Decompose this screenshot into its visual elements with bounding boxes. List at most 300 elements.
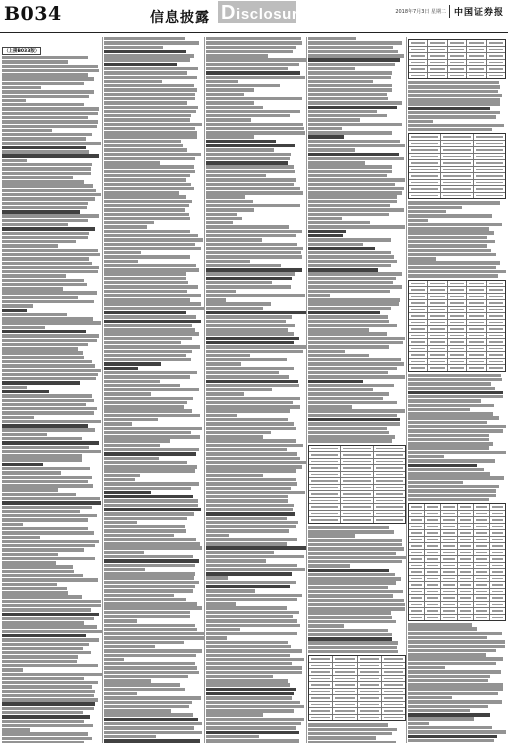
page-content (2, 37, 506, 745)
table-cell (428, 40, 447, 46)
text-line (308, 234, 343, 237)
text-line (104, 709, 171, 712)
text-line (206, 636, 227, 639)
table-cell (341, 504, 373, 510)
text-line (104, 58, 190, 61)
table-cell (341, 472, 373, 478)
table-cell (409, 60, 428, 66)
table-cell (374, 504, 405, 510)
column-2 (104, 37, 205, 743)
text-line (308, 264, 391, 267)
text-line (104, 504, 198, 507)
text-line (206, 555, 304, 558)
table-cell (428, 333, 447, 339)
text-line (308, 54, 404, 57)
table-cell (487, 365, 505, 371)
text-line (104, 452, 196, 455)
text-line (2, 741, 84, 743)
text-line (206, 427, 296, 430)
text-line (104, 542, 200, 545)
text-line (104, 487, 191, 490)
text-line (308, 84, 392, 87)
text-line (206, 230, 302, 233)
text-line (104, 290, 187, 293)
text-line (104, 153, 201, 156)
table-cell (358, 663, 382, 669)
table-cell (409, 346, 428, 352)
text-line (206, 581, 296, 584)
table-cell (409, 550, 425, 556)
text-line (104, 337, 192, 340)
table-cell (458, 537, 474, 543)
table-cell (409, 517, 425, 523)
text-line (206, 358, 287, 361)
text-line (308, 547, 404, 550)
text-line (308, 161, 365, 164)
table-cell (428, 53, 447, 59)
table-cell (441, 511, 457, 517)
text-line (408, 434, 489, 437)
text-line (104, 380, 160, 383)
text-line (408, 438, 489, 441)
text-line (408, 214, 492, 217)
table-cell (474, 576, 490, 582)
text-line (308, 573, 395, 576)
table-cell (409, 320, 428, 326)
text-line (308, 140, 400, 143)
page-header (0, 0, 508, 33)
text-line (308, 650, 398, 653)
text-line (2, 394, 92, 397)
text-line (2, 604, 101, 607)
text-line (206, 144, 295, 147)
text-line (2, 660, 77, 663)
table-cell (448, 60, 467, 66)
text-line (308, 213, 389, 216)
table-cell (425, 563, 441, 569)
text-line (104, 478, 135, 481)
text-line (104, 84, 194, 87)
text-line (104, 405, 184, 408)
text-line (206, 110, 300, 113)
text-line (2, 270, 98, 273)
text-line (104, 174, 190, 177)
text-line (104, 525, 185, 528)
text-line (308, 106, 397, 109)
text-line (206, 354, 250, 357)
table-cell (487, 307, 505, 313)
table-cell (474, 530, 490, 536)
text-line (408, 253, 496, 256)
text-line (206, 71, 300, 74)
text-line (308, 324, 397, 327)
table-cell (441, 186, 473, 192)
text-line (104, 285, 198, 288)
text-line (308, 101, 402, 104)
table-cell (309, 504, 341, 510)
text-line (206, 251, 301, 254)
table-cell (425, 615, 441, 621)
text-line (104, 546, 202, 549)
continued-marker: （上接B033版） (4, 49, 40, 54)
table-cell (448, 365, 467, 371)
text-line (206, 731, 299, 734)
text-line (206, 658, 304, 661)
text-line (308, 46, 393, 49)
text-line (104, 200, 192, 203)
text-line (2, 565, 73, 568)
text-line (206, 675, 273, 678)
text-line (308, 144, 405, 147)
text-line (206, 461, 306, 464)
text-line (104, 140, 181, 143)
text-line (2, 125, 97, 128)
text-line (206, 602, 236, 605)
text-line (206, 696, 292, 699)
text-line (2, 527, 88, 530)
table-cell (409, 576, 425, 582)
text-line (104, 675, 188, 678)
text-line (104, 315, 196, 318)
text-line (2, 476, 92, 479)
text-line (104, 328, 195, 331)
text-line (206, 264, 281, 267)
table-cell (341, 491, 373, 497)
table-cell (467, 307, 486, 313)
text-line (408, 739, 494, 742)
text-line (206, 174, 266, 177)
text-line (2, 56, 88, 59)
text-line (2, 523, 23, 526)
table-cell (428, 359, 447, 365)
text-line (206, 457, 300, 460)
text-line (206, 444, 303, 447)
table-cell (428, 294, 447, 300)
text-line (104, 294, 201, 297)
text-line (2, 262, 92, 265)
text-line (2, 737, 92, 740)
text-line (408, 201, 500, 204)
table-cell (474, 556, 490, 562)
text-line (2, 317, 93, 320)
text-line (2, 484, 93, 487)
text-line (308, 552, 396, 555)
text-line (308, 401, 397, 404)
table-cell (409, 313, 428, 319)
table-cell (490, 608, 505, 614)
table-cell (441, 524, 457, 530)
text-line (408, 709, 470, 712)
text-line (206, 705, 304, 708)
text-line (206, 281, 272, 284)
text-line (206, 585, 290, 588)
table-cell (309, 452, 341, 458)
table-cell (333, 689, 357, 695)
table-cell (358, 702, 382, 708)
text-line (408, 692, 498, 695)
text-line (206, 576, 228, 579)
text-line (408, 210, 446, 213)
text-line (308, 723, 388, 726)
text-line (206, 491, 305, 494)
text-line (104, 101, 187, 104)
table-cell (425, 569, 441, 575)
table-cell (441, 589, 457, 595)
text-line (104, 388, 199, 391)
text-line (2, 150, 89, 153)
text-line (2, 544, 95, 547)
text-line (206, 311, 306, 314)
table-cell (467, 60, 486, 66)
table-cell (409, 141, 441, 147)
text-line (2, 343, 88, 346)
text-line (206, 482, 297, 485)
text-line (206, 225, 289, 228)
text-line (2, 296, 78, 299)
text-line (206, 671, 302, 674)
text-line (408, 494, 496, 497)
table-cell (458, 504, 474, 510)
table-cell (409, 300, 428, 306)
table-cell (441, 173, 473, 179)
text-line (308, 63, 395, 66)
text-line (408, 696, 452, 699)
table-row (409, 615, 505, 621)
text-line (408, 425, 506, 428)
table-cell (428, 352, 447, 358)
text-line (408, 408, 470, 411)
text-line (206, 495, 288, 498)
text-line (104, 324, 192, 327)
text-line (104, 688, 185, 691)
text-line (104, 461, 187, 464)
text-line (104, 641, 184, 644)
text-line (206, 118, 251, 121)
text-line (104, 585, 195, 588)
text-line (104, 247, 201, 250)
text-line (206, 238, 262, 241)
text-line (104, 298, 190, 301)
text-line (206, 350, 303, 353)
text-line (206, 277, 292, 280)
table-cell (474, 160, 505, 166)
table-cell (458, 550, 474, 556)
text-line (104, 576, 194, 579)
text-line (2, 142, 101, 145)
table-cell (474, 180, 505, 186)
text-line (2, 677, 84, 680)
text-line (104, 508, 201, 511)
text-line (104, 517, 187, 520)
table-row (409, 365, 505, 371)
column-4-text (308, 37, 406, 743)
text-line (308, 255, 394, 258)
table-cell (333, 682, 357, 688)
text-line (308, 93, 387, 96)
text-line (2, 694, 94, 697)
text-line (2, 279, 84, 282)
text-line (2, 463, 43, 466)
text-line (2, 608, 91, 611)
text-line (206, 521, 298, 524)
text-line (104, 110, 196, 113)
text-line (308, 620, 396, 623)
text-line (2, 643, 89, 646)
table-cell (409, 504, 425, 510)
text-line (104, 521, 137, 524)
table-cell (382, 689, 405, 695)
text-line (206, 272, 295, 275)
text-line (308, 204, 390, 207)
column-1-text (2, 56, 102, 743)
table-cell (425, 602, 441, 608)
table-cell (409, 294, 428, 300)
text-line (308, 556, 406, 559)
text-line (308, 629, 388, 632)
table-cell (441, 576, 457, 582)
table-cell (487, 300, 505, 306)
text-line (206, 341, 294, 344)
table-cell (441, 160, 473, 166)
text-line (408, 249, 491, 252)
table-cell (487, 281, 505, 287)
table-cell (425, 511, 441, 517)
text-line (308, 414, 397, 417)
table-cell (409, 537, 425, 543)
text-line (206, 564, 297, 567)
table-cell (309, 689, 333, 695)
table-cell (409, 602, 425, 608)
table-cell (428, 339, 447, 345)
table-cell (467, 339, 486, 345)
text-line (308, 354, 369, 357)
text-line (2, 625, 97, 628)
text-line (308, 200, 397, 203)
text-line (2, 664, 98, 667)
table-cell (467, 47, 486, 53)
text-line (2, 334, 99, 337)
text-line (206, 409, 290, 412)
text-line (2, 360, 92, 363)
text-line (408, 640, 505, 643)
text-line (206, 50, 293, 53)
table (408, 503, 506, 621)
text-line (408, 274, 498, 277)
table-cell (441, 569, 457, 575)
text-line (104, 127, 195, 130)
table-cell (441, 563, 457, 569)
table-cell (441, 543, 457, 549)
text-line (2, 133, 92, 136)
table-cell (487, 60, 505, 66)
table-cell (441, 582, 457, 588)
text-line (104, 63, 177, 66)
table-cell (487, 352, 505, 358)
text-line (2, 189, 96, 192)
text-line (408, 481, 463, 484)
text-line (104, 422, 132, 425)
table-cell (409, 615, 425, 621)
text-line (2, 617, 94, 620)
text-line (206, 88, 254, 91)
text-line (104, 106, 198, 109)
table-cell (490, 595, 505, 601)
text-line (104, 718, 198, 721)
table-cell (490, 504, 505, 510)
text-line (2, 467, 90, 470)
table-cell (474, 563, 490, 569)
text-line (206, 397, 300, 400)
text-line (104, 367, 138, 370)
text-line (308, 50, 398, 53)
text-line (308, 148, 355, 151)
text-line (2, 557, 95, 560)
table-cell (374, 478, 405, 484)
text-line (308, 320, 389, 323)
text-line (206, 97, 302, 100)
text-line (206, 615, 293, 618)
text-line (104, 221, 154, 224)
text-line (308, 221, 370, 224)
table-cell (309, 682, 333, 688)
table-cell (441, 615, 457, 621)
text-line (104, 268, 199, 271)
table-cell (474, 608, 490, 614)
table-cell (487, 326, 505, 332)
table-cell (374, 485, 405, 491)
table-cell (374, 472, 405, 478)
text-line (104, 427, 202, 430)
text-line (308, 153, 399, 156)
text-line (308, 191, 402, 194)
text-line (2, 244, 58, 247)
text-line (2, 369, 101, 372)
text-line (206, 187, 300, 190)
text-line (206, 478, 296, 481)
text-line (2, 728, 30, 731)
text-line (408, 395, 503, 398)
text-line (2, 390, 49, 393)
table-cell (467, 313, 486, 319)
text-line (2, 326, 45, 329)
text-line (308, 285, 402, 288)
table-cell (374, 517, 405, 523)
text-line (2, 510, 80, 513)
text-line (408, 472, 490, 475)
text-line (408, 111, 500, 114)
issue-date: 2018年7月3日 星期二 (395, 9, 446, 15)
text-line (104, 658, 124, 661)
text-line (104, 144, 183, 147)
text-line (206, 718, 304, 721)
text-line (408, 94, 502, 97)
table-cell (409, 287, 428, 293)
text-line (408, 627, 477, 630)
table-cell (474, 504, 490, 510)
table-cell (467, 73, 486, 79)
text-line (408, 705, 488, 708)
text-line (408, 404, 494, 407)
table-cell (341, 511, 373, 517)
text-line (2, 638, 99, 641)
table-cell (309, 472, 341, 478)
text-line (206, 183, 294, 186)
table-cell (309, 708, 333, 714)
text-line (104, 696, 201, 699)
text-line (104, 474, 140, 477)
text-line (206, 161, 288, 164)
text-line (2, 274, 66, 277)
